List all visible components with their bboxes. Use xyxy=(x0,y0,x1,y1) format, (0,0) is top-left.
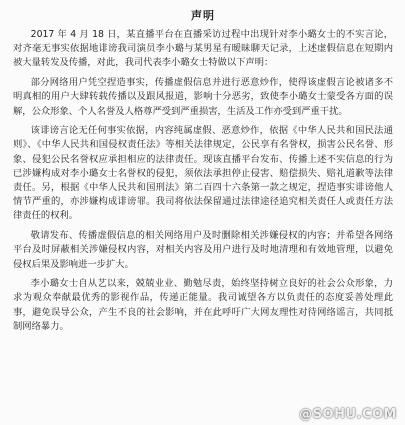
paragraph-5: 李小璐女士自从艺以来，兢兢业业、勤勉尽责，始终坚持树立良好的社会公众形象，力求为观众奉献最优秀的影视作品，传递正能量。我司诚望各方以负责任的态度妥善处理此事，避免误导公众，产生不良的社会影响，并在此呼吁广大网友理性对待网络谣言，共同抵制网络暴力。 xyxy=(13,278,393,332)
paragraph-2: 部分网络用户凭空捏造事实，传播虚假信息并进行恶意炒作，使得该虚假言论被诸多不明真相的用户大肆转载传播以及跟风报道，影响十分恶劣，致使李小璐女士蒙受各方面的误解，公众形象、个人名誉及人格尊严受到严重损害，生活及工作亦受到严重干扰。 xyxy=(13,77,393,117)
paragraph-3: 该诽谤言论无任何事实依据，内容纯属虚假、恶意炒作，依据《中华人民共和国民法通则》、《中华人民共和国侵权责任法》等相关法律规定，公民享有名誉权，损害公民名誉、形象、侵犯公民名誉权应承担相应的法律责任。现该直播平台发布、传播上述不实信息的行为已涉嫌构成对李小璐女士名誉权的侵犯，须依法承担停止侵害、赔偿损失、赔礼道歉等法律责任。另，根据《中华人民共和国刑法》第二百四十六条第一款之规定，捏造事实诽谤他人情节严重的，亦涉嫌构成诽谤罪。我司将依法保留通过法律途径追究相关责任人或责任方法律责任的权利。 xyxy=(13,125,393,222)
watermark-prefix: @ xyxy=(299,407,313,422)
document-title: 声明 xyxy=(191,9,215,22)
watermark-text: SOHU.COM xyxy=(312,407,397,422)
sohu-watermark xyxy=(299,407,397,422)
paragraph-4: 敬请发布、传播虚假信息的相关网络用户及时删除相关涉嫌侵权的内容；并希望各网络平台及时屏蔽相关涉嫌侵权内容，对相关内容及用户进行及时地清理和有效地管理，以避免侵权后果及影响进一步扩大。 xyxy=(13,230,393,270)
paragraph-1: 2017 年 4 月 18 日，某直播平台在直播采访过程中出现针对李小璐女士的不实言论，对齐毫无事实依据地诽谤我司演员李小璐与某男星有暧昧聊天记录，上述虚假信息在短期内被大量转发及传播，对此，我司代表李小璐女士特做以下声明： xyxy=(13,29,393,69)
